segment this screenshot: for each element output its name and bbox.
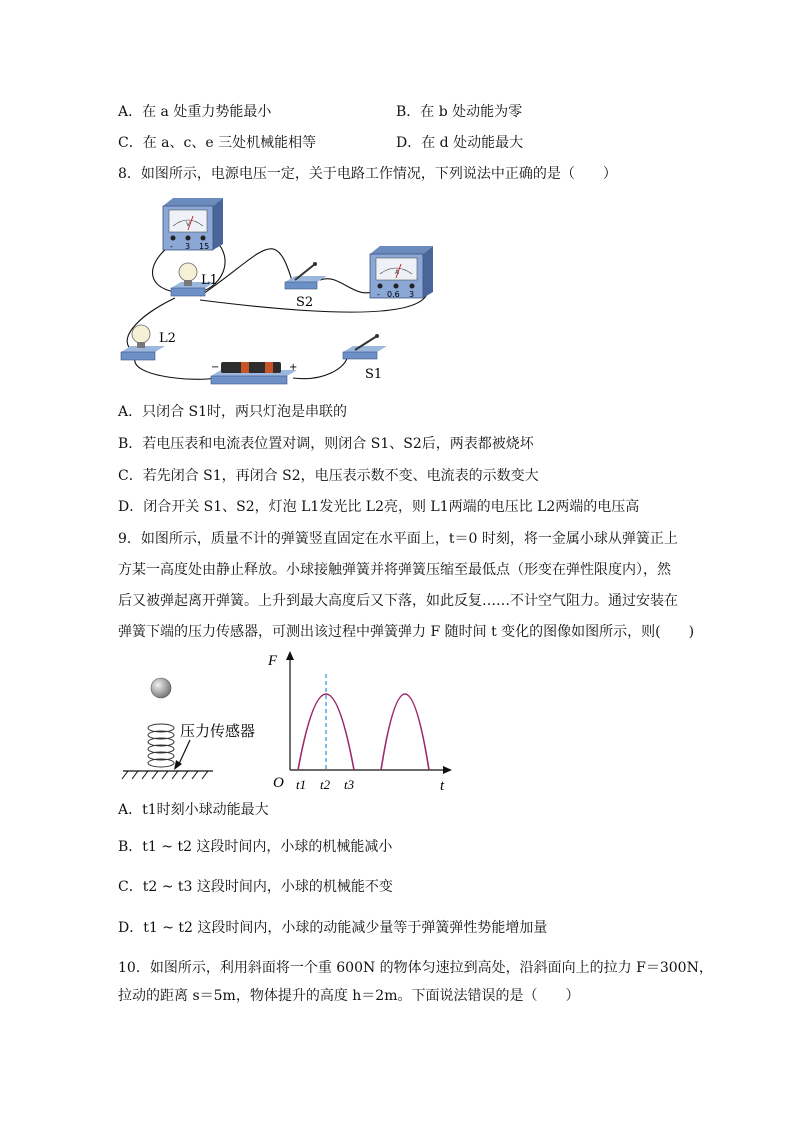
ammeter-scale-3: 3 (409, 290, 415, 299)
voltmeter-scale-3: 3 (185, 242, 191, 251)
q8-circuit-diagram (115, 192, 445, 392)
battery-plus: + (289, 362, 298, 373)
lamp-l2-label: L2 (159, 331, 176, 346)
q8-option-a: A．只闭合 S1时，两只灯泡是串联的 (118, 404, 348, 420)
q8-option-d: D．闭合开关 S1、S2，灯泡 L1发光比 L2亮，则 L1两端的电压比 L2两端的电压高 (118, 499, 640, 515)
svg-text:A: A (395, 269, 400, 276)
q9-stem-line-4: 弹簧下端的压力传感器，可测出该过程中弹簧弹力 F 随时间 t 变化的图像如图所示，则( ) (118, 624, 695, 640)
voltmeter-scale-neg: - (170, 242, 173, 251)
q9-stem-line-3: 后又被弹起离开弹簧。上升到最大高度后又下落，如此反复……不计空气阻力。通过安装在 (118, 593, 678, 609)
q9-option-d: D．t1 ~ t2 这段时间内，小球的动能减少量等于弹簧弹性势能增加量 (118, 920, 548, 936)
q8-option-c: C．若先闭合 S1，再闭合 S2，电压表示数不变、电流表的示数变大 (118, 468, 539, 484)
q9-option-a: A．t1时刻小球动能最大 (118, 802, 269, 818)
switch-s1 (343, 334, 387, 382)
q10-stem-line-1: 10．如图所示，利用斜面将一个重 600N 的物体匀速拉到高处，沿斜面向上的拉力 F＝300N， (118, 960, 713, 976)
pressure-sensor-label: 压力传感器 (180, 722, 256, 740)
q7-option-c: C．在 a、c、e 三处机械能相等 (118, 135, 317, 151)
switch-s1-label: S1 (365, 367, 383, 382)
battery-minus: − (211, 362, 220, 373)
lamp-l1-label: L1 (201, 273, 218, 288)
tick-t3: t3 (344, 777, 355, 792)
q9-option-c: C．t2 ~ t3 这段时间内，小球的机械能不变 (118, 879, 393, 895)
axis-y-label: F (268, 653, 278, 669)
q7-option-a: A．在 a 处重力势能最小 (118, 104, 272, 120)
battery (211, 362, 297, 384)
q8-option-b: B．若电压表和电流表位置对调，则闭合 S1、S2后，两表都被烧坏 (118, 436, 534, 452)
force-pulse-2 (381, 694, 429, 770)
origin-label: O (273, 775, 284, 791)
voltmeter-scale-15: 15 (199, 242, 210, 251)
q9-stem-line-2: 方某一高度处由静止释放。小球接触弹簧并将弹簧压缩至最低点（形变在弹性限度内），然 (118, 562, 671, 578)
q7-option-d: D．在 d 处动能最大 (396, 135, 524, 151)
axis-x-label: t (440, 778, 445, 794)
ammeter (370, 246, 433, 299)
switch-s2 (285, 262, 327, 310)
force-time-graph (267, 651, 452, 794)
q9-stem-line-1: 9．如图所示，质量不计的弹簧竖直固定在水平面上，t＝0 时刻，将一金属小球从弹簧正上 (118, 531, 678, 547)
ammeter-scale-0-6: 0.6 (387, 290, 400, 299)
spring-icon (148, 724, 174, 767)
q7-option-b: B．在 b 处动能为零 (396, 104, 523, 120)
tick-t1: t1 (296, 777, 307, 792)
voltmeter (163, 198, 223, 251)
q8-stem: 8．如图所示，电源电压一定，关于电路工作情况，下列说法中正确的是（ ） (118, 166, 617, 182)
q10-stem-line-2: 拉动的距离 s＝5m，物体提升的高度 h＝2m。下面说法错误的是（ ） (118, 988, 580, 1004)
q9-spring-figure (118, 648, 458, 796)
ammeter-scale-neg: - (377, 290, 380, 299)
ball-icon (151, 678, 171, 698)
lamp-l2 (121, 325, 176, 360)
switch-s2-label: S2 (296, 295, 314, 310)
lamp-l1 (171, 263, 218, 296)
q9-option-b: B．t1 ~ t2 这段时间内，小球的机械能减小 (118, 839, 393, 855)
svg-text:V: V (186, 221, 191, 228)
tick-t2: t2 (320, 777, 331, 792)
